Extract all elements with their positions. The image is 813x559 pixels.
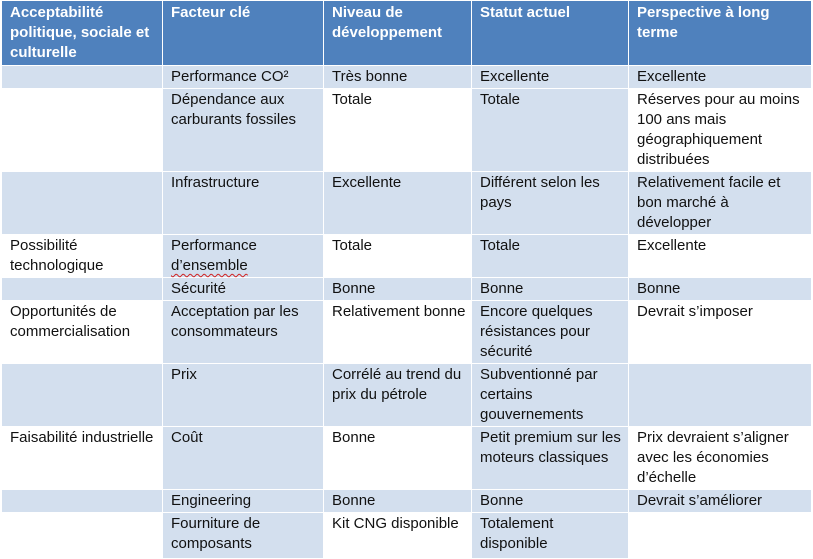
status-cell: Totalement disponible <box>472 513 629 559</box>
status-cell: Subventionné par certains gouvernements <box>472 364 629 427</box>
level-cell: Bonne <box>324 278 472 301</box>
table-row <box>2 66 812 89</box>
factor-cell: Fourniture de composants <box>163 513 324 559</box>
outlook-cell: Excellente <box>629 235 812 278</box>
table-row <box>2 490 812 513</box>
category-cell <box>2 278 163 301</box>
level-cell: Bonne <box>324 427 472 490</box>
category-cell <box>2 490 163 513</box>
factor-cell: Prix <box>163 364 324 427</box>
header-outlook: Perspective à long terme <box>629 1 812 66</box>
header-status: Statut actuel <box>472 1 629 66</box>
status-cell: Totale <box>472 89 629 172</box>
table-row <box>2 89 812 172</box>
table-row <box>2 172 812 235</box>
factor-text: Performance <box>171 237 257 254</box>
level-cell: Corrélé au trend du prix du pétrole <box>324 364 472 427</box>
outlook-cell: Réserves pour au moins 100 ans mais géographiquement distribuées <box>629 89 812 172</box>
category-cell: Possibilité technologique <box>2 235 163 278</box>
outlook-cell <box>629 513 812 559</box>
table-row <box>2 301 812 364</box>
level-cell: Relativement bonne <box>324 301 472 364</box>
factor-cell: Engineering <box>163 490 324 513</box>
outlook-cell: Devrait s’améliorer <box>629 490 812 513</box>
outlook-cell: Relativement facile et bon marché à développer <box>629 172 812 235</box>
category-cell <box>2 364 163 427</box>
level-cell: Excellente <box>324 172 472 235</box>
factor-cell: Infrastructure <box>163 172 324 235</box>
category-cell <box>2 172 163 235</box>
factor-cell <box>163 235 324 278</box>
status-cell: Différent selon les pays <box>472 172 629 235</box>
status-cell: Bonne <box>472 490 629 513</box>
table-row <box>2 513 812 559</box>
table-row <box>2 278 812 301</box>
status-cell: Petit premium sur les moteurs classiques <box>472 427 629 490</box>
level-cell: Bonne <box>324 490 472 513</box>
level-cell: Très bonne <box>324 66 472 89</box>
category-cell <box>2 513 163 559</box>
outlook-cell: Devrait s’imposer <box>629 301 812 364</box>
factor-cell: Sécurité <box>163 278 324 301</box>
category-cell <box>2 89 163 172</box>
outlook-cell <box>629 364 812 427</box>
header-category: Acceptabilité politique, sociale et culturelle <box>2 1 163 66</box>
category-cell <box>2 66 163 89</box>
factor-cell: Acceptation par les consommateurs <box>163 301 324 364</box>
status-cell: Encore quelques résistances pour sécurité <box>472 301 629 364</box>
spellcheck-marked-word: d’ensemble <box>171 257 248 274</box>
level-cell: Totale <box>324 89 472 172</box>
level-cell: Totale <box>324 235 472 278</box>
outlook-cell: Prix devraient s’aligner avec les économies d’échelle <box>629 427 812 490</box>
category-cell: Opportunités de commercialisation <box>2 301 163 364</box>
status-cell: Bonne <box>472 278 629 301</box>
evaluation-table <box>1 0 812 559</box>
category-cell: Faisabilité industrielle <box>2 427 163 490</box>
factor-cell: Dépendance aux carburants fossiles <box>163 89 324 172</box>
header-factor: Facteur clé <box>163 1 324 66</box>
status-cell: Excellente <box>472 66 629 89</box>
outlook-cell: Excellente <box>629 66 812 89</box>
status-cell: Totale <box>472 235 629 278</box>
table-row <box>2 235 812 278</box>
level-cell: Kit CNG disponible <box>324 513 472 559</box>
table-row <box>2 364 812 427</box>
header-row <box>2 1 812 66</box>
table-row <box>2 427 812 490</box>
header-level: Niveau de développement <box>324 1 472 66</box>
factor-cell: Performance CO² <box>163 66 324 89</box>
outlook-cell: Bonne <box>629 278 812 301</box>
factor-cell: Coût <box>163 427 324 490</box>
